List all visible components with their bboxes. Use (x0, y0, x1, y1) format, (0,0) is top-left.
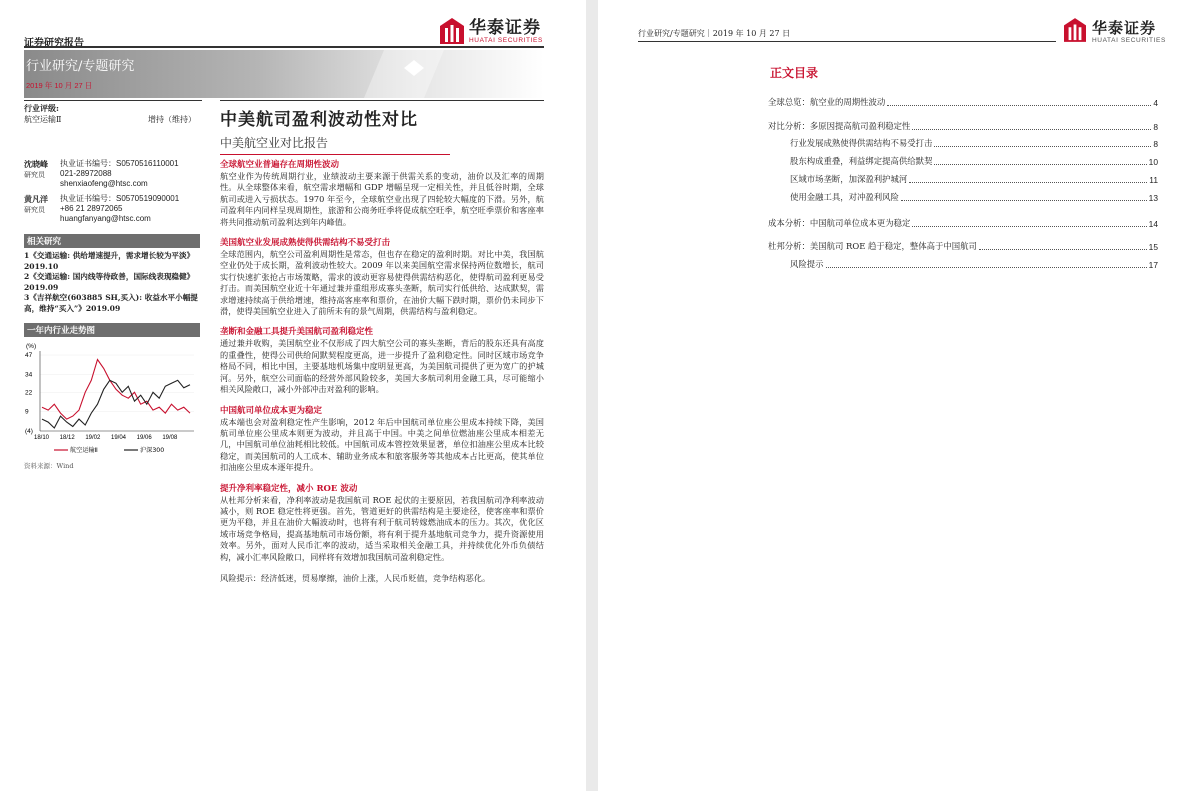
main-column (220, 100, 544, 584)
trend-chart (24, 339, 200, 457)
trend-chart-header: 一年内行业走势图 (24, 323, 200, 337)
huatai-logo-icon (440, 18, 464, 44)
x-tick-label: 18/10 (34, 434, 50, 441)
rating-value: 增持（维持） (148, 115, 196, 124)
analyst-card (24, 194, 202, 224)
related-research-item[interactable]: 1《交通运输: 供给增速提升，需求增长较为平淡》2019.10 (24, 251, 195, 271)
section-body: 通过兼并收购，美国航空业不仅形成了四大航空公司的寡头垄断，背后的股东还具有高度的重叠性，使得公司供给间默契程度更高，进一步提升了盈利稳定性。同时区域市场竞争格局不同，相比中国，主要基地机场集中度明显更高，为美国航司提供了更为宽广的护城河。另外，航空公司面临的经营外部风险较多，美国大多航司利用金融工具，尽可能缩小相关风险敞口，减小外部冲击对盈利的影响。 (220, 338, 544, 395)
toc-entry[interactable] (768, 240, 1158, 252)
related-research-header: 相关研究 (24, 234, 200, 248)
x-tick-label: 19/08 (162, 434, 178, 441)
toc-leader (979, 249, 1147, 250)
section-heading: 全球航空业普遍存在周期性波动 (220, 160, 340, 170)
industry-banner (24, 50, 544, 98)
toc-entry[interactable] (790, 137, 1158, 149)
report-page-2 (598, 0, 1180, 791)
toc-title: 正文目录 (770, 66, 819, 80)
x-tick-label: 19/06 (136, 434, 152, 441)
report-type: 证券研究报告 (24, 38, 84, 49)
toc-entry-text: 股东构成重叠，利益绑定提高供给默契 (790, 156, 933, 166)
section-body: 从杜邦分析来看，净利率波动是我国航司 ROE 起伏的主要原因，若我国航司净利率波动减小，则 ROE 稳定性将更强。首先，管道更好的供需结构是主要途径，使客座率和票价更为平稳，并且在油价大幅波动时，也将有利于航司转嫁燃油成本的压力。其次，优化区域市场竞争格局，提高基地航司市场份额，将有利于提升基地航司竞争力，提升资源使用效率。另外，面对人民币汇率的波动，适当采取相关金融工具，并持续优化外币负债结构，减小汇率风险敞口，同样将有效增加我国航司盈利稳定性。 (220, 494, 544, 562)
toc-leader (912, 226, 1146, 227)
toc-entry-text: 区域市场垄断，加深盈利护城河 (790, 174, 908, 184)
report-page-1 (0, 0, 586, 791)
analyst-cert: 执业证书编号：S0570519090001 (60, 194, 180, 203)
summary-section (220, 484, 544, 563)
related-research-item[interactable]: 3《吉祥航空(603885 SH,买入): 收益水平小幅提高，维持“买入”》2019.09 (24, 293, 198, 313)
analyst-email[interactable]: shenxiaofeng@htsc.com (60, 179, 148, 188)
banner-decoration-icon (324, 50, 444, 98)
y-tick-label: 47 (25, 351, 33, 359)
report-title: 中美航司盈利波动性对比 (220, 100, 544, 130)
y-tick-label: (4) (25, 427, 33, 435)
toc-page-number: 14 (1148, 219, 1158, 229)
analyst-phone: 021-28972088 (60, 169, 112, 178)
risk-warning: 风险提示：经济低迷，贸易摩擦，油价上涨，人民币贬值，竞争结构恶化。 (220, 572, 491, 583)
report-date: 2019 年 10 月 27 日 (26, 81, 93, 90)
trend-chart-svg (24, 339, 200, 457)
toc-leader (909, 182, 1147, 183)
toc-leader (912, 129, 1151, 130)
toc-entry[interactable] (768, 96, 1158, 108)
series-line (42, 380, 190, 428)
related-research-list (24, 251, 200, 315)
rating-industry: 航空运输Ⅱ (24, 115, 62, 124)
toc-entry[interactable] (790, 191, 1158, 203)
toc-entry[interactable] (790, 258, 1158, 270)
toc-leader (887, 105, 1151, 106)
page-header-rule (638, 41, 1056, 42)
analyst-email[interactable]: huangfanyang@htsc.com (60, 214, 151, 223)
section-body: 航空业作为传统周期行业，业绩波动主要来源于供需关系的变动，油价以及汇率的周期性。从全球整体来看，航空需求增幅和 GDP 增幅呈现一定相关性，并且低谷时期，全球航司或进入亏损状态。1970 年至今，全球航空业出现了四轮较大幅度的下滑。另外，航司盈利年内同样呈现周期性，旅游和公商务旺季将促成航空旺季，航空旺季票价和客座率将共同推动航司盈利达到年内峰值。 (220, 171, 544, 227)
analyst-name: 黄凡洋 (24, 194, 48, 204)
analyst-phone: +86 21 28972065 (60, 204, 123, 213)
header-rule (24, 46, 544, 48)
x-tick-label: 19/04 (111, 434, 127, 441)
rating-label: 行业评级: (24, 103, 59, 113)
summary-section (220, 238, 544, 317)
toc-page-number: 8 (1153, 122, 1158, 132)
huatai-logo-icon (1064, 18, 1088, 44)
logo-text-en: HUATAI SECURITIES (1092, 36, 1166, 44)
toc-entry-text: 对比分析：多原因提高航司盈利稳定性 (768, 121, 911, 131)
toc-leader (901, 200, 1147, 201)
series-line (42, 359, 190, 419)
analyst-cert: 执业证书编号：S0570516110001 (60, 159, 179, 168)
chart-source: 资料来源：Wind (24, 461, 74, 470)
summary-section (220, 160, 544, 228)
analyst-card (24, 159, 202, 189)
section-heading: 垄断和金融工具提升美国航司盈利稳定性 (220, 327, 374, 338)
toc-page-number: 8 (1153, 139, 1158, 149)
toc-entry-text: 成本分析：中国航司单位成本更为稳定 (768, 218, 911, 228)
toc-entry-text: 全球总览：航空业的周期性波动 (768, 97, 886, 107)
page-header-text: 行业研究/专题研究｜2019 年 10 月 27 日 (638, 29, 791, 38)
toc-page-number: 11 (1149, 175, 1158, 185)
analyst-list (24, 159, 202, 224)
toc-leader (934, 164, 1146, 165)
toc-entry-text: 风险提示 (790, 259, 824, 269)
legend-label: 航空运输Ⅱ (70, 446, 98, 454)
section-heading: 中国航司单位成本更为稳定 (220, 405, 323, 416)
toc-entry[interactable] (768, 217, 1158, 229)
toc-entry-text: 使用金融工具，对冲盈利风险 (790, 192, 899, 202)
y-tick-label: 34 (25, 370, 33, 378)
toc-page-number: 15 (1148, 242, 1158, 252)
summary-section (220, 327, 544, 395)
summary-section (220, 406, 544, 474)
toc-entry[interactable] (790, 155, 1158, 167)
toc-entry-text: 杜邦分析：美国航司 ROE 趋于稳定，整体高于中国航司 (768, 241, 977, 251)
y-tick-label: 9 (25, 408, 29, 416)
y-tick-label: 22 (25, 388, 33, 396)
toc-entry[interactable] (768, 120, 1158, 132)
toc-page-number: 13 (1148, 193, 1158, 203)
related-research-item[interactable]: 2《交通运输: 国内线等待政善，国际线表现稳健》2019.09 (24, 272, 195, 292)
section-heading: 提升净利率稳定性，减小 ROE 波动 (220, 483, 358, 494)
analyst-role: 研究员 (24, 206, 45, 214)
table-of-contents (768, 96, 1158, 276)
y-axis-label: (%) (26, 342, 37, 350)
toc-entry-text: 行业发展成熟使得供需结构不易受打击 (790, 138, 933, 148)
toc-page-number: 17 (1148, 260, 1158, 270)
logo-text-cn: 华泰证券 (469, 17, 541, 38)
toc-leader (934, 146, 1151, 147)
industry-banner-title: 行业研究/专题研究 (26, 59, 135, 74)
rating-block (24, 100, 202, 125)
huatai-logo (440, 18, 543, 44)
logo-text-cn: 华泰证券 (1092, 18, 1157, 37)
legend-label: 沪深300 (140, 446, 165, 454)
sidebar (24, 100, 202, 470)
analyst-role: 研究员 (24, 171, 45, 179)
logo-text-en: HUATAI SECURITIES (469, 36, 543, 44)
x-tick-label: 19/02 (85, 434, 101, 441)
x-tick-label: 18/12 (59, 434, 75, 441)
toc-page-number: 10 (1148, 157, 1158, 167)
toc-entry[interactable] (790, 173, 1158, 185)
toc-leader (826, 267, 1147, 268)
analyst-name: 沈晓峰 (24, 159, 48, 169)
toc-page-number: 4 (1153, 98, 1158, 108)
huatai-logo (1064, 18, 1166, 44)
section-body: 全球范围内，航空公司盈利周期性是常态，但也存在稳定的盈利时期。对比中美，我国航空业仍处于成长期，盈利波动性较大。2009 年以来美国航空需求保持两位数增长，航司实行快速扩张抢占市场策略，需求的波动更容易使得供需结构恶化，使得航司盈利更易受打击。而美国航空业近十年通过兼并重组形成寡头垄断，航司实行低供给、达成默契，需求增速持续高于供给增速，维持高客座率和票价，在油价大幅下跌时期，票价仍未同步下滑，使得美国航空业进入了前所未有的景气周期，供需结构与盈利稳定。 (220, 249, 544, 317)
report-subtitle: 中美航空业对比报告 (220, 134, 450, 155)
section-body: 成本端也会对盈利稳定性产生影响，2012 年后中国航司单位座公里成本持续下降，美国航司单位座公里成本则更为波动，并且高于中国。中美之间单位燃油座公里成本相差无几，中国航司单位油耗相比较低。中国航司成本管控效果显著，单位扣油座公里成本比较稳定，而美国航司的人工成本、辅助业务成本和旅客服务等其他成本占比更高，使其单位扣油座公里成本逐年提升。 (220, 416, 544, 473)
section-heading: 美国航空业发展成熟使得供需结构不易受打击 (220, 238, 391, 249)
